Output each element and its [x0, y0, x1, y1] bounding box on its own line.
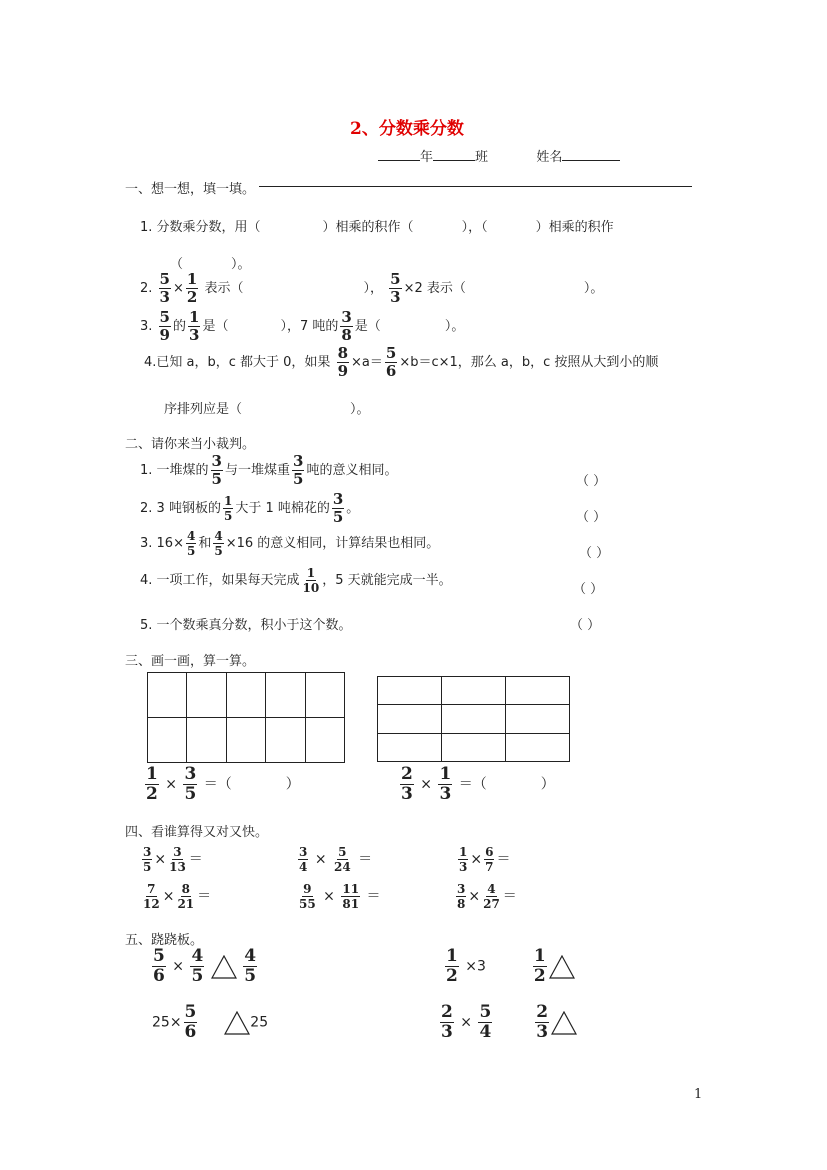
fraction: $\frac{5}{6}$: [385, 344, 397, 380]
s4-item: $\frac{7}{12}$ × $\frac{8}{21}$ ＝: [143, 882, 212, 911]
fraction: $\frac{1}{3}$: [189, 308, 200, 344]
s1-q1: 1. 分数乘分数，用（ ）相乘的积作（ ），（ ）相乘的积作: [140, 220, 614, 235]
name-label: 姓名: [536, 150, 563, 165]
s4-item: $\frac{9}{55}$ × $\frac{11}{81}$ ＝: [299, 882, 381, 911]
section4-heading: 四、看谁算得又对又快。: [125, 825, 269, 840]
s4-item: $\frac{3}{4}$ × $\frac{5}{24}$ ＝: [299, 845, 373, 874]
grade-blank[interactable]: [378, 160, 420, 161]
judge-box[interactable]: （ ）: [576, 474, 607, 489]
triangle-icon[interactable]: [551, 1011, 577, 1035]
judge-box[interactable]: （ ）: [579, 546, 610, 561]
class-info: [378, 146, 620, 165]
triangle-icon[interactable]: [224, 1011, 250, 1035]
section5-heading: 五、跷跷板。: [125, 933, 204, 948]
s1-q2: 2. $\frac{5}{3}$ × $\frac{1}{2}$ 表示（ ）， $\frac{5}{3}$ ×2 表示（ ）。: [140, 270, 604, 306]
fraction: $\frac{3}{8}$: [341, 308, 352, 344]
fraction: $\frac{8}{9}$: [337, 344, 349, 380]
class-blank[interactable]: [433, 160, 475, 161]
s2-q1: 1. 一堆煤的 $\frac{3}{5}$ 与一堆煤重 $\frac{3}{5}$ 吨的意义相同。: [140, 452, 398, 488]
triangle-icon[interactable]: [549, 955, 575, 979]
judge-box[interactable]: （ ）: [570, 618, 601, 633]
s3-calc-right: $\frac{2}{3}$ × $\frac{1}{3}$ ＝（ ）: [401, 764, 555, 804]
judge-box[interactable]: （ ）: [573, 582, 604, 597]
section3-heading: 三、画一画，算一算。: [125, 654, 256, 669]
s4-item: $\frac{1}{3}$ × $\frac{6}{7}$ ＝: [459, 845, 511, 874]
seesaw-item: $\frac{2}{3}$ × $\frac{5}{4}$ $\frac{2}{3}$: [438, 1004, 577, 1041]
triangle-icon[interactable]: [211, 955, 237, 979]
fraction: $\frac{3}{5}$: [332, 490, 344, 526]
seesaw-item: $\frac{1}{2}$ ×3 $\frac{1}{2}$: [443, 948, 575, 985]
s1-q4: 4.已知 a，b，c 都大于 0，如果 $\frac{8}{9}$ ×a＝ $\frac{5}{6}$ ×b＝c×1，那么 a，b，c 按照从大到小的顺: [144, 344, 659, 380]
page-title: 2、分数乘分数: [350, 119, 464, 139]
page-number: 1: [694, 1087, 703, 1102]
fraction: $\frac{3}{5}$: [184, 764, 197, 804]
fraction: $\frac{1}{2}$: [146, 764, 158, 804]
fraction: $\frac{5}{3}$: [159, 270, 170, 306]
s4-item: $\frac{3}{5}$ × $\frac{3}{13}$ ＝: [143, 845, 203, 874]
seesaw-item: 25× $\frac{5}{6}$ 25: [152, 1002, 269, 1042]
s1-q3: 3. $\frac{5}{9}$ 的 $\frac{1}{3}$ 是（ ），7 吨的 $\frac{3}{8}$ 是（ ）。: [140, 308, 465, 344]
grid-right[interactable]: [377, 676, 570, 762]
s2-q5: 5. 一个数乘真分数，积小于这个数。: [140, 618, 352, 633]
section1-heading: 一、想一想，填一填。: [125, 178, 259, 197]
s2-q3: 3. 16× $\frac{4}{5}$ 和 $\frac{4}{5}$ ×16 的意义相同，计算结果也相同。: [140, 529, 440, 558]
fraction: $\frac{3}{5}$: [211, 452, 222, 488]
s2-q4: 4. 一项工作，如果每天完成 $\frac{1}{10}$ ，5 天就能完成一半。: [140, 566, 452, 595]
fraction: $\frac{1}{10}$: [302, 566, 320, 595]
fraction: $\frac{4}{5}$: [214, 529, 223, 558]
fraction: $\frac{5}{9}$: [159, 308, 170, 344]
judge-box[interactable]: （ ）: [576, 510, 607, 525]
fraction: $\frac{1}{5}$: [223, 494, 233, 523]
section2-heading: 二、请你来当小裁判。: [125, 437, 256, 452]
grid-left[interactable]: [147, 672, 345, 763]
s1-q1-cont: （ ）。: [170, 257, 251, 272]
fraction: $\frac{4}{5}$: [186, 529, 196, 558]
grade-label: 年: [420, 150, 434, 165]
s3-calc-left: $\frac{1}{2}$ × $\frac{3}{5}$ ＝（ ）: [146, 764, 300, 804]
s2-q2: 2. 3 吨钢板的 $\frac{1}{5}$ 大于 1 吨棉花的 $\frac{3}{5}$ 。: [140, 490, 360, 526]
class-label: 班: [475, 150, 489, 165]
fraction: $\frac{5}{3}$: [390, 270, 401, 306]
fraction: $\frac{2}{3}$: [401, 764, 413, 804]
fraction: $\frac{1}{2}$: [186, 270, 198, 306]
name-blank[interactable]: [562, 160, 620, 161]
s1-q4-cont: 序排列应是（ ）。: [164, 402, 370, 417]
fraction: $\frac{3}{5}$: [293, 452, 304, 488]
fraction: $\frac{1}{3}$: [439, 764, 452, 804]
seesaw-item: $\frac{5}{6}$ × $\frac{4}{5}$ $\frac{4}{5}$: [153, 946, 257, 986]
s4-item: $\frac{3}{8}$ × $\frac{4}{27}$ ＝: [457, 882, 517, 911]
